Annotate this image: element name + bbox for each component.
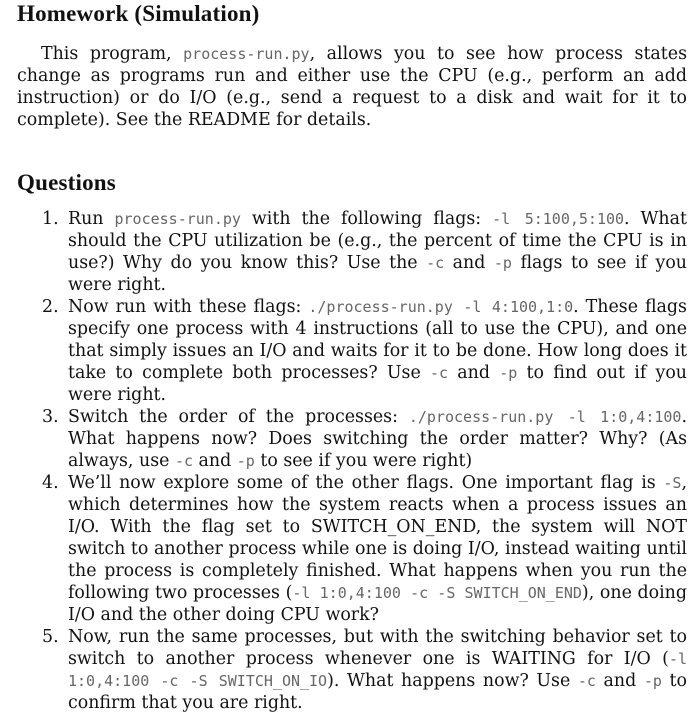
question-text: ), one doing I/O and the other doing CPU work? <box>68 583 688 625</box>
questions-title: Questions <box>17 170 116 195</box>
question-item-2 <box>17 296 687 406</box>
question-code: -p <box>236 452 255 470</box>
question-text: Run <box>68 209 115 229</box>
question-text: to see if you were right) <box>254 451 473 471</box>
question-number: 5. <box>42 627 59 647</box>
question-text: with the following flags: <box>240 209 493 229</box>
questions-list <box>17 208 687 714</box>
question-text: to confirm that you are right. <box>68 671 687 713</box>
question-text: Switch the order of the processes: <box>68 407 409 427</box>
question-code: -p <box>493 254 512 272</box>
question-text: . These flags specify one process with 4 instructions (all to use the CPU), and one that simply issues an I/O and waits for it to be done. How long does it take to complete both processes? Use <box>68 297 687 383</box>
intro-code: process-run.py <box>183 45 310 63</box>
question-text: and <box>193 451 237 471</box>
question-code: -c <box>174 452 193 470</box>
section-title: Homework (Simulation) <box>17 1 260 26</box>
question-code: -c <box>430 364 449 382</box>
question-code: -l 5:100,5:100 <box>492 210 625 228</box>
question-item-4 <box>17 472 687 626</box>
question-number: 1. <box>42 209 59 229</box>
question-item-3 <box>17 406 687 472</box>
question-text: . What should the CPU utilization be (e.g., the percent of time the CPU is in use?) Why do you know this? Use the <box>68 209 687 273</box>
question-number: 4. <box>42 473 59 493</box>
question-item-1 <box>17 208 687 296</box>
question-text: , which determines how the system reacts when a process issues an I/O. With the flag set to SWITCH_ON_END, the system will NOT switch to another process while one is doing I/O, instead waiting until the process is completely finished. What happens when you run the following two processes ( <box>68 473 687 603</box>
question-text: Now run with these flags: <box>68 297 309 317</box>
question-code: ./process-run.py -l 4:100,1:0 <box>308 298 574 316</box>
question-text: We’ll now explore some of the other flags. One important flag is <box>68 473 664 493</box>
intro-text: This program, <box>41 44 184 64</box>
question-text: . What happens now? Does switching the order matter? Why? (As always, use <box>68 407 687 471</box>
question-text: to find out if you were right. <box>68 363 687 405</box>
question-code: ./process-run.py -l 1:0,4:100 <box>408 408 682 426</box>
question-text: ). What happens now? Use <box>327 671 578 691</box>
question-text: and <box>448 363 500 383</box>
question-text: and <box>444 253 494 273</box>
question-code: -S <box>663 474 682 492</box>
question-item-5 <box>17 626 687 714</box>
question-text: and <box>595 671 644 691</box>
question-text: Now, run the same processes, but with the switching behavior set to switch to another process whenever one is WAITING for I/O ( <box>68 627 687 669</box>
question-code: -c <box>577 672 596 690</box>
question-code: -l 1:0,4:100 -c -S SWITCH_ON_IO <box>68 650 687 690</box>
question-code: -p <box>499 364 518 382</box>
question-number: 2. <box>42 297 59 317</box>
question-code: process-run.py <box>114 210 241 228</box>
question-code: -p <box>643 672 662 690</box>
intro-text: , allows you to see how process states change as programs run and either use the CPU (e.g., perform an add instruction) or do I/O (e.g., send a request to a disk and wait for it to complete). See the README for details. <box>17 44 688 130</box>
question-number: 3. <box>42 407 59 427</box>
question-code: -l 1:0,4:100 -c -S SWITCH_ON_END <box>292 584 582 602</box>
question-text: flags to see if you were right. <box>68 253 687 295</box>
intro-paragraph <box>17 43 687 131</box>
question-code: -c <box>426 254 445 272</box>
